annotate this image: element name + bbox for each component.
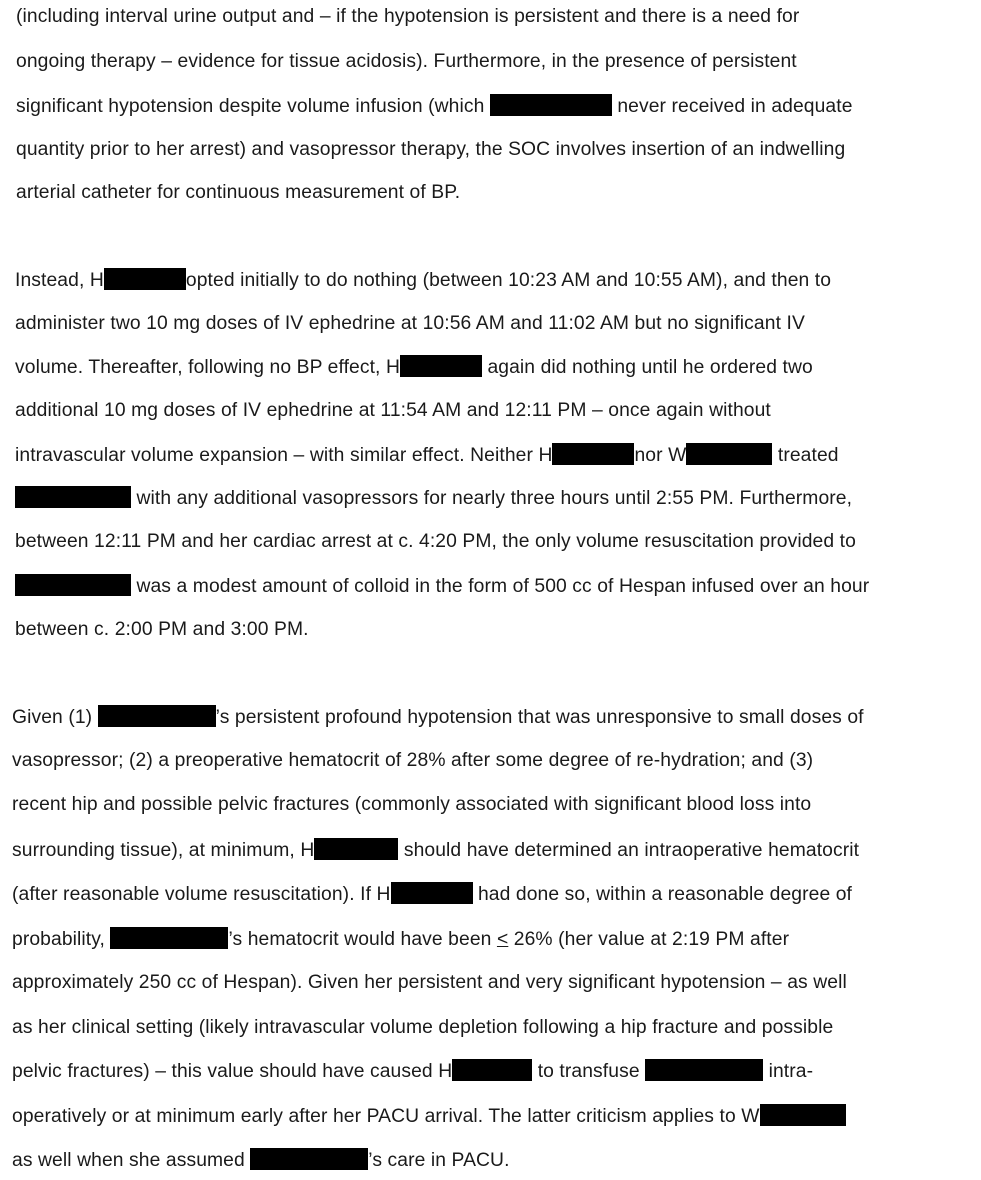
redaction-bar [314,838,398,860]
p2-line-6 [15,486,852,511]
text: as well when she assumed [12,1150,251,1171]
text: vasopressor; (2) a preoperative hematocrit of 28% after some degree of re-hydration; and (3) [12,750,814,771]
p3-line-4 [12,838,859,863]
text: administer two 10 mg doses of IV ephedrine at 10:56 AM and 11:02 AM but no significant IV [15,313,805,334]
p1-line-2 [16,50,797,74]
p3-line-3 [12,793,811,817]
redaction-bar [400,355,482,377]
text: ’s persistent profound hypotension that was unresponsive to small doses of [215,707,864,728]
p2-line-5 [15,443,839,468]
text: nor W [634,445,687,466]
p2-line-4 [15,399,771,423]
text: arterial catheter for continuous measurement of BP. [16,182,461,203]
text: significant hypotension despite volume infusion (which [16,96,490,117]
p3-line-5 [12,882,852,907]
text: intravascular volume expansion – with similar effect. Neither H [15,445,553,466]
text: treated [772,445,839,466]
p3-line-10 [12,1104,846,1129]
p3-line-7 [12,971,847,995]
p3-line-9 [12,1059,813,1084]
text: to transfuse [532,1061,646,1082]
redaction-bar [110,927,228,949]
text: quantity prior to her arrest) and vasopressor therapy, the SOC involves insertion of an indwelling [16,139,846,160]
text: ’s care in PACU. [368,1150,510,1171]
p2-line-3 [15,355,813,380]
p1-line-3 [16,94,853,119]
text: Instead, H [15,270,104,291]
p3-line-8 [12,1016,833,1040]
text: probability, [12,929,111,950]
redaction-bar [98,705,216,727]
text: was a modest amount of colloid in the form of 500 cc of Hespan infused over an hour [131,576,870,597]
text: recent hip and possible pelvic fractures (commonly associated with significant blood loss into [12,794,812,815]
text: with any additional vasopressors for nearly three hours until 2:55 PM. Furthermore, [131,488,853,509]
text: additional 10 mg doses of IV ephedrine at 11:54 AM and 12:11 PM – once again without [15,400,771,421]
text: again did nothing until he ordered two [481,357,813,378]
redaction-bar [452,1059,532,1081]
text: ongoing therapy – evidence for tissue acidosis). Furthermore, in the presence of persistent [16,51,797,72]
text: 26% (her value at 2:19 PM after [508,929,790,950]
less-than-or-equal-symbol: < [496,929,509,950]
text: intra- [763,1061,814,1082]
redaction-bar [104,268,186,290]
text: Given (1) [12,707,98,728]
p3-line-2 [12,749,813,773]
text: as her clinical setting (likely intravascular volume depletion following a hip fracture and possible [12,1017,834,1038]
p2-line-2 [15,312,805,336]
text: between c. 2:00 PM and 3:00 PM. [15,619,309,640]
redaction-bar [760,1104,846,1126]
text: (after reasonable volume resuscitation). If H [12,884,391,905]
redaction-bar [250,1148,368,1170]
redaction-bar [15,574,131,596]
text: volume. Thereafter, following no BP effect, H [15,357,400,378]
p1-line-4 [16,138,845,162]
text: had done so, within a reasonable degree of [472,884,852,905]
p2-line-9 [15,618,309,642]
p1-line-5 [16,181,460,205]
text: pelvic fractures) – this value should have caused H [12,1061,453,1082]
p2-line-1 [15,268,831,293]
redaction-bar [645,1059,763,1081]
redaction-bar [686,443,772,465]
p3-line-11 [12,1148,510,1173]
redaction-bar [15,486,131,508]
p2-line-7 [15,530,856,554]
text: opted initially to do nothing (between 10:23 AM and 10:55 AM), and then to [185,270,832,291]
text: approximately 250 cc of Hespan). Given her persistent and very significant hypotension – as well [12,972,847,993]
text: operatively or at minimum early after her PACU arrival. The latter criticism applies to W [12,1106,760,1127]
p3-line-1 [12,705,864,730]
text: never received in adequate [611,96,853,117]
text: surrounding tissue), at minimum, H [12,840,315,861]
text: between 12:11 PM and her cardiac arrest at c. 4:20 PM, the only volume resuscitation provided to [15,531,856,552]
text: (including interval urine output and – if the hypotension is persistent and there is a need for [16,6,800,27]
redaction-bar [490,94,612,116]
redaction-bar [552,443,634,465]
redaction-bar [391,882,473,904]
text: should have determined an intraoperative hematocrit [398,840,860,861]
text: ’s hematocrit would have been [228,929,497,950]
p2-line-8 [15,574,869,599]
p1-line-1 [16,5,799,29]
p3-line-6 [12,927,789,952]
